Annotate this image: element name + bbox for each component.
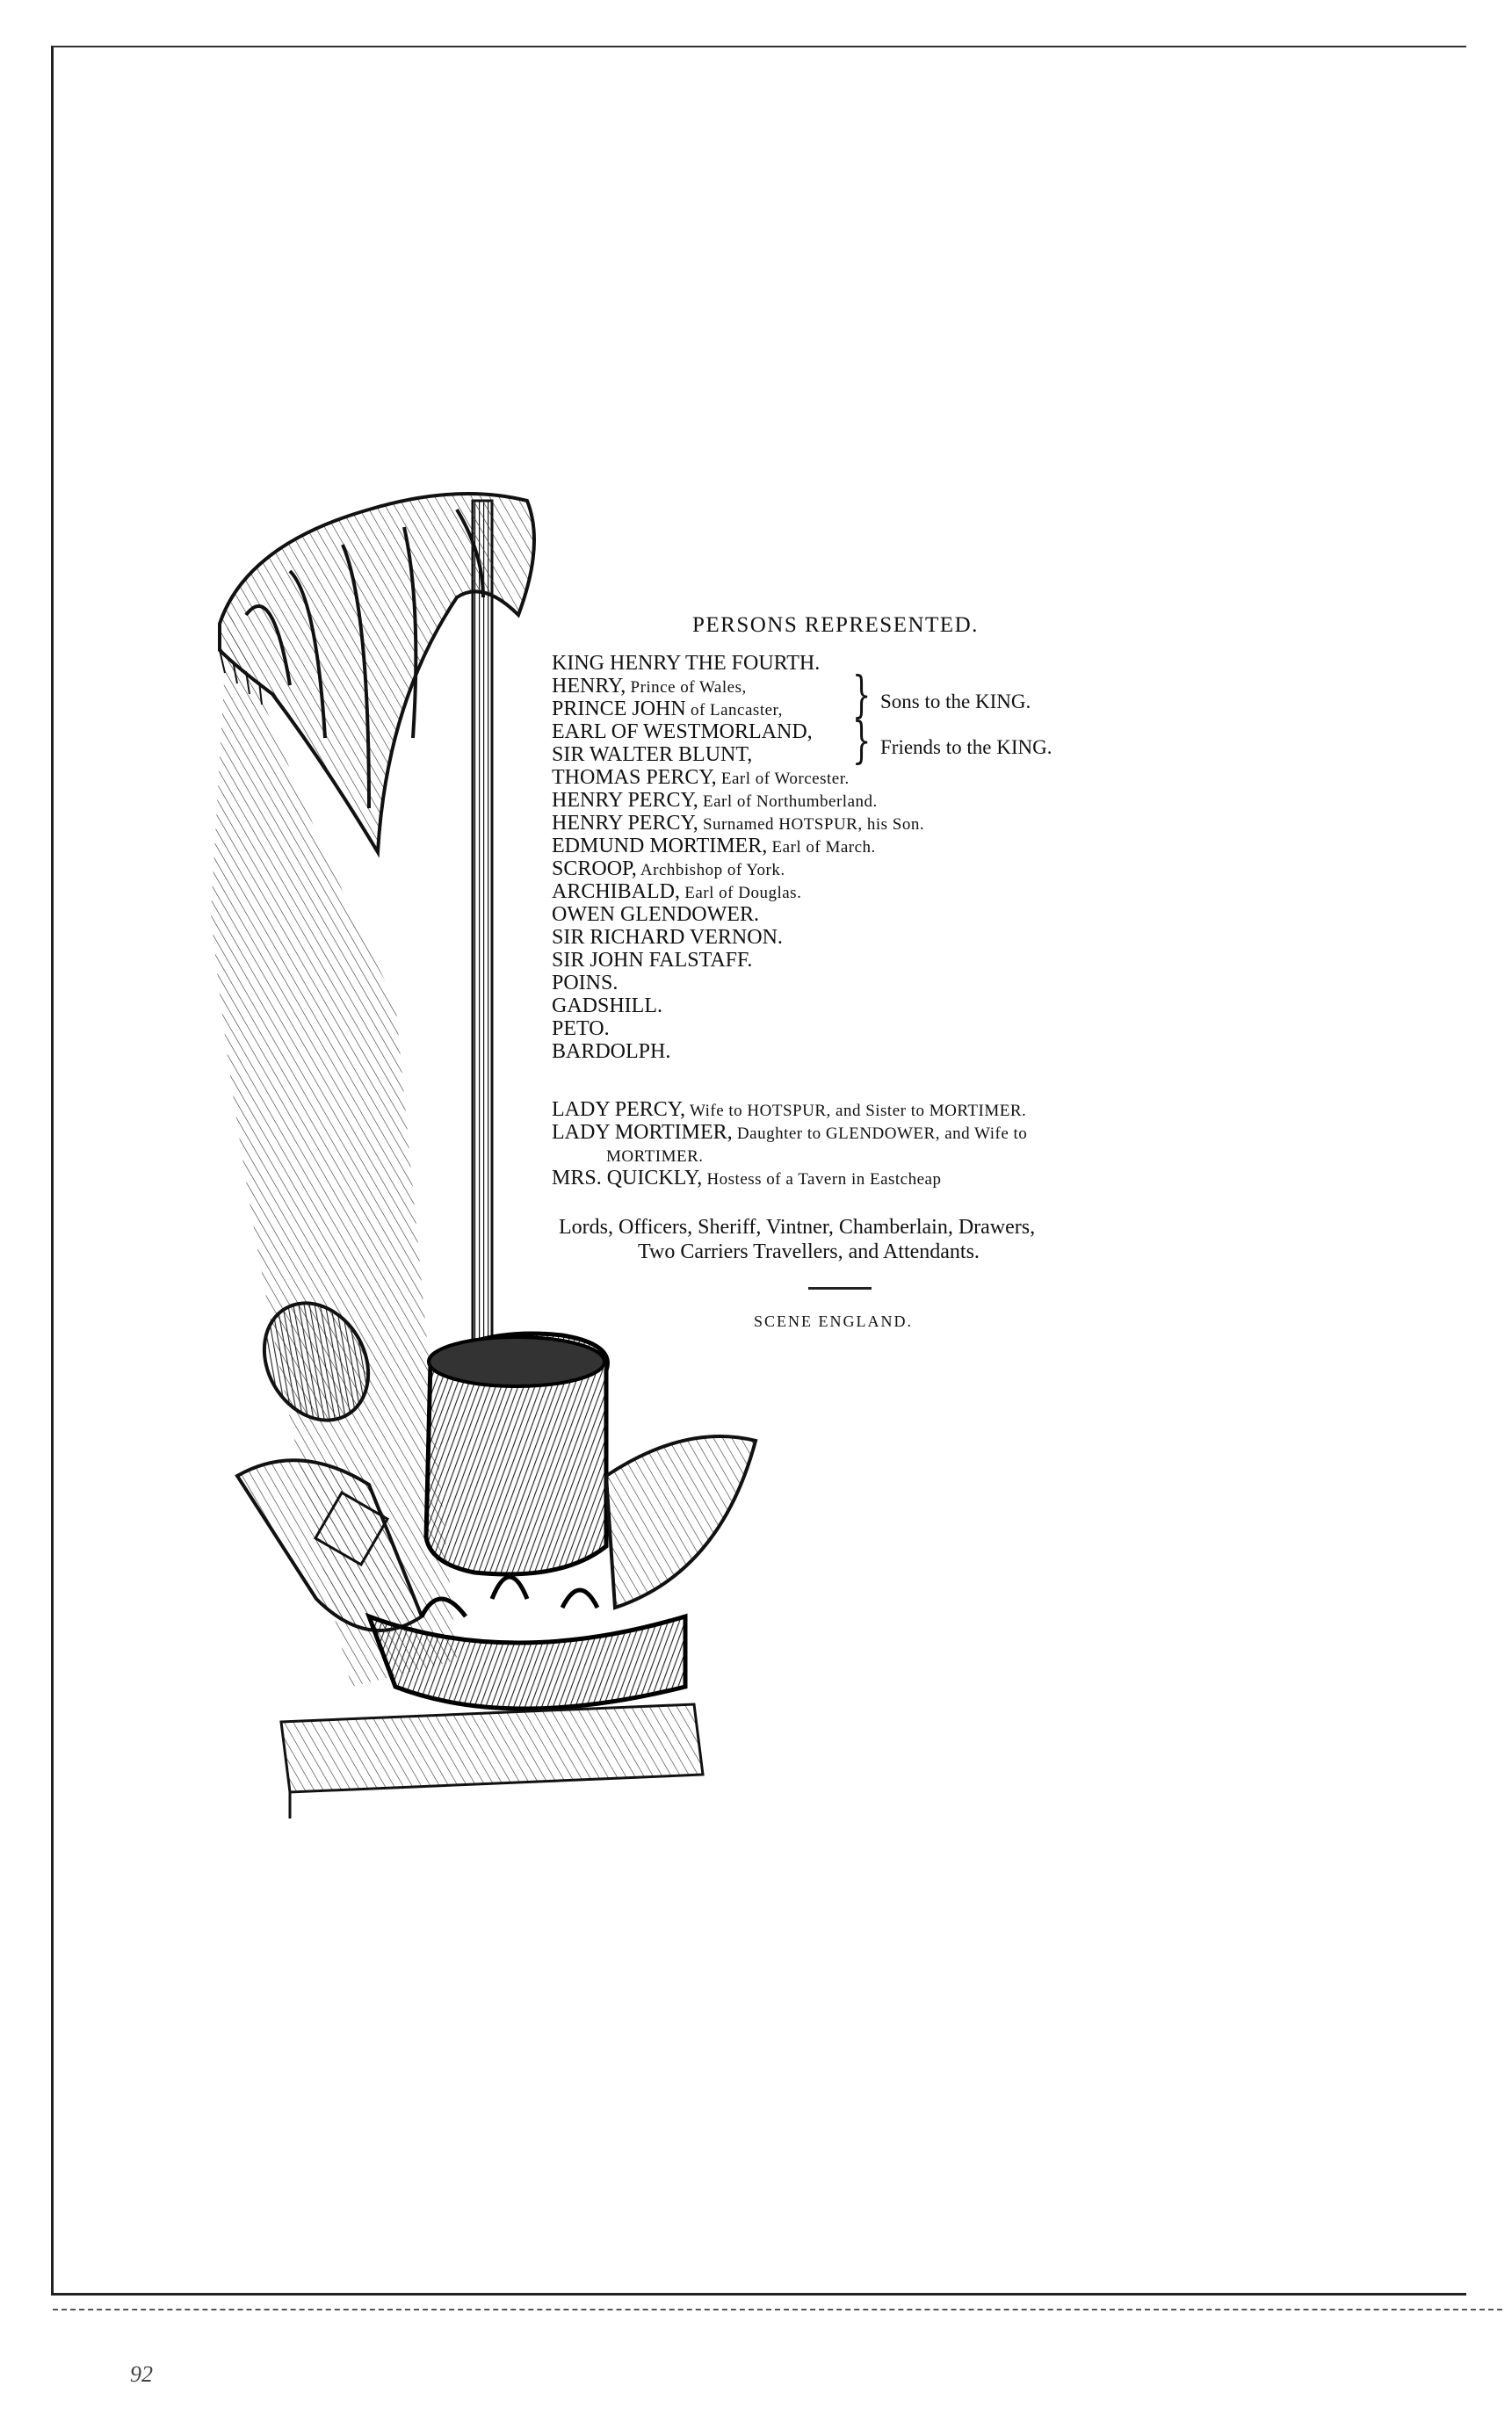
- lords-line-2: Two Carriers Travellers, and Attendants.: [638, 1240, 980, 1263]
- brace-sons: }: [852, 667, 872, 724]
- friends-label: Friends to the KING.: [880, 736, 1053, 758]
- person-row: HENRY PERCY, Earl of Northumberland.: [552, 789, 878, 812]
- person-row: HENRY PERCY, Surnamed HOTSPUR, his Son.: [552, 812, 925, 835]
- woman-row: LADY MORTIMER, Daughter to GLENDOWER, and Wife to: [552, 1121, 1028, 1144]
- person-row: OWEN GLENDOWER.: [552, 903, 759, 926]
- woman-row: LADY PERCY, Wife to HOTSPUR, and Sister to MORTIMER.: [552, 1098, 1027, 1121]
- person-row: HENRY, Prince of Wales,: [552, 675, 747, 698]
- lords-line-1: Lords, Officers, Sheriff, Vintner, Chamberlain, Drawers,: [559, 1216, 1036, 1239]
- page-title: PERSONS REPRESENTED.: [692, 613, 979, 637]
- person-row: SIR JOHN FALSTAFF.: [552, 949, 753, 972]
- person-row: PETO.: [552, 1017, 610, 1040]
- horn: [606, 1436, 756, 1608]
- scene-label: SCENE ENGLAND.: [754, 1312, 913, 1330]
- crown: [369, 1616, 685, 1709]
- person-row: EARL OF WESTMORLAND,: [552, 720, 813, 743]
- person-row: ARCHIBALD, Earl of Douglas.: [552, 880, 802, 903]
- person-row: SIR WALTER BLUNT,: [552, 743, 753, 766]
- stand: [281, 1704, 703, 1792]
- person-row: SCROOP, Archbishop of York.: [552, 857, 785, 880]
- bottom-rule: [53, 2309, 1502, 2310]
- staff: [473, 501, 492, 1379]
- woman-row: MORTIMER.: [606, 1147, 704, 1166]
- person-row: POINS.: [552, 972, 619, 994]
- person-row: THOMAS PERCY, Earl of Worcester.: [552, 766, 850, 789]
- person-row: PRINCE JOHN of Lancaster,: [552, 698, 783, 720]
- brace-friends: }: [852, 712, 872, 770]
- woman-row: MRS. QUICKLY, Hostess of a Tavern in Eastcheap: [552, 1167, 942, 1189]
- person-row: EDMUND MORTIMER, Earl of March.: [552, 835, 876, 857]
- person-row: GADSHILL.: [552, 994, 662, 1017]
- person-row: BARDOLPH.: [552, 1040, 671, 1063]
- page-number: 92: [130, 2361, 153, 2387]
- scene-divider: [808, 1287, 872, 1290]
- person-row: SIR RICHARD VERNON.: [552, 926, 783, 949]
- person-row: KING HENRY THE FOURTH.: [552, 652, 821, 675]
- sons-label: Sons to the KING.: [880, 691, 1031, 712]
